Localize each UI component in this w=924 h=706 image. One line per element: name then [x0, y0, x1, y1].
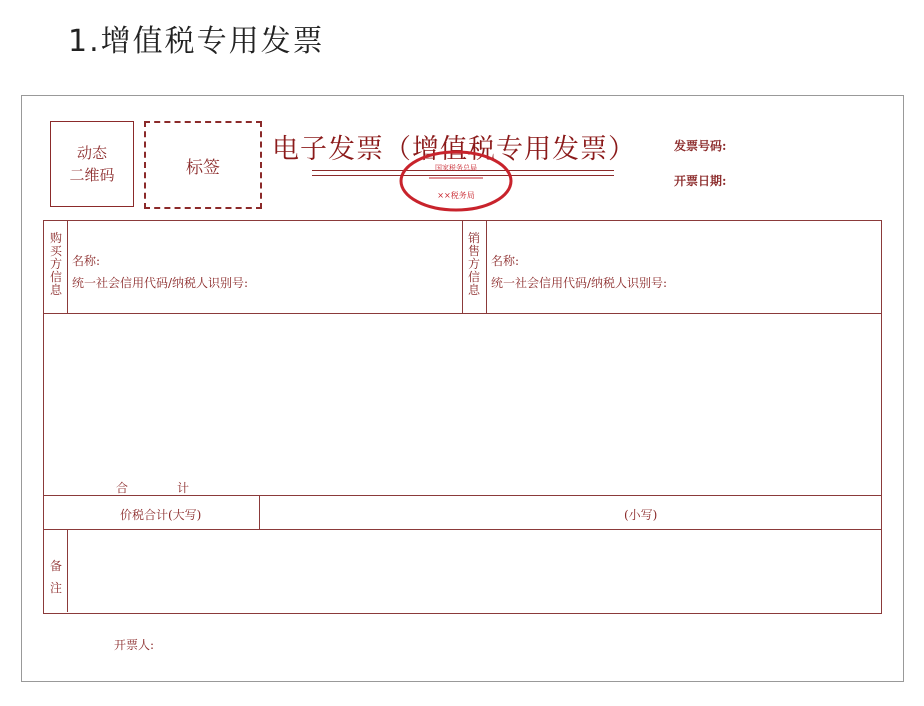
tag-placeholder: 标签: [144, 121, 262, 209]
buyer-side-label: 购 买 方 信 息: [49, 231, 62, 297]
remarks-side-label: 备 注: [49, 559, 62, 595]
invoice-title: 电子发票（增值税专用发票）: [272, 134, 636, 165]
amount-row-divider: [43, 529, 881, 530]
seal-bottom-text: ××税务局: [437, 191, 475, 200]
buyer-name-label: 名称:: [72, 254, 101, 268]
seal-center-text: 国家税务总局: [435, 164, 477, 172]
qr-line2: 二维码: [69, 166, 115, 184]
total-label-char2: 计: [177, 481, 190, 495]
invoice-number-label: 发票号码:: [674, 139, 727, 153]
buyer-label-divider: [67, 220, 68, 313]
drawer-label: 开票人:: [114, 638, 155, 652]
qr-line1: 动态: [76, 144, 107, 162]
party-row-divider: [43, 313, 881, 314]
total-row-divider: [43, 495, 881, 496]
remarks-label-divider: [67, 529, 68, 612]
amount-lower-label: (小写): [624, 508, 658, 522]
issue-date-label: 开票日期:: [674, 174, 727, 188]
seller-code-label: 统一社会信用代码/纳税人识别号:: [491, 276, 668, 290]
buyer-code-label: 统一社会信用代码/纳税人识别号:: [72, 276, 249, 290]
amount-divider: [259, 495, 260, 529]
seller-name-label: 名称:: [491, 254, 520, 268]
total-label-char1: 合: [116, 481, 129, 495]
qr-code-placeholder: [50, 121, 134, 207]
seller-label-divider: [486, 220, 487, 313]
buyer-seller-divider: [462, 220, 463, 313]
seller-side-label: 销 售 方 信 息: [467, 231, 480, 297]
amount-upper-label: 价税合计(大写): [120, 508, 202, 522]
page-heading: 1.增值税专用发票: [68, 24, 325, 59]
tax-seal-stamp: [399, 150, 513, 212]
